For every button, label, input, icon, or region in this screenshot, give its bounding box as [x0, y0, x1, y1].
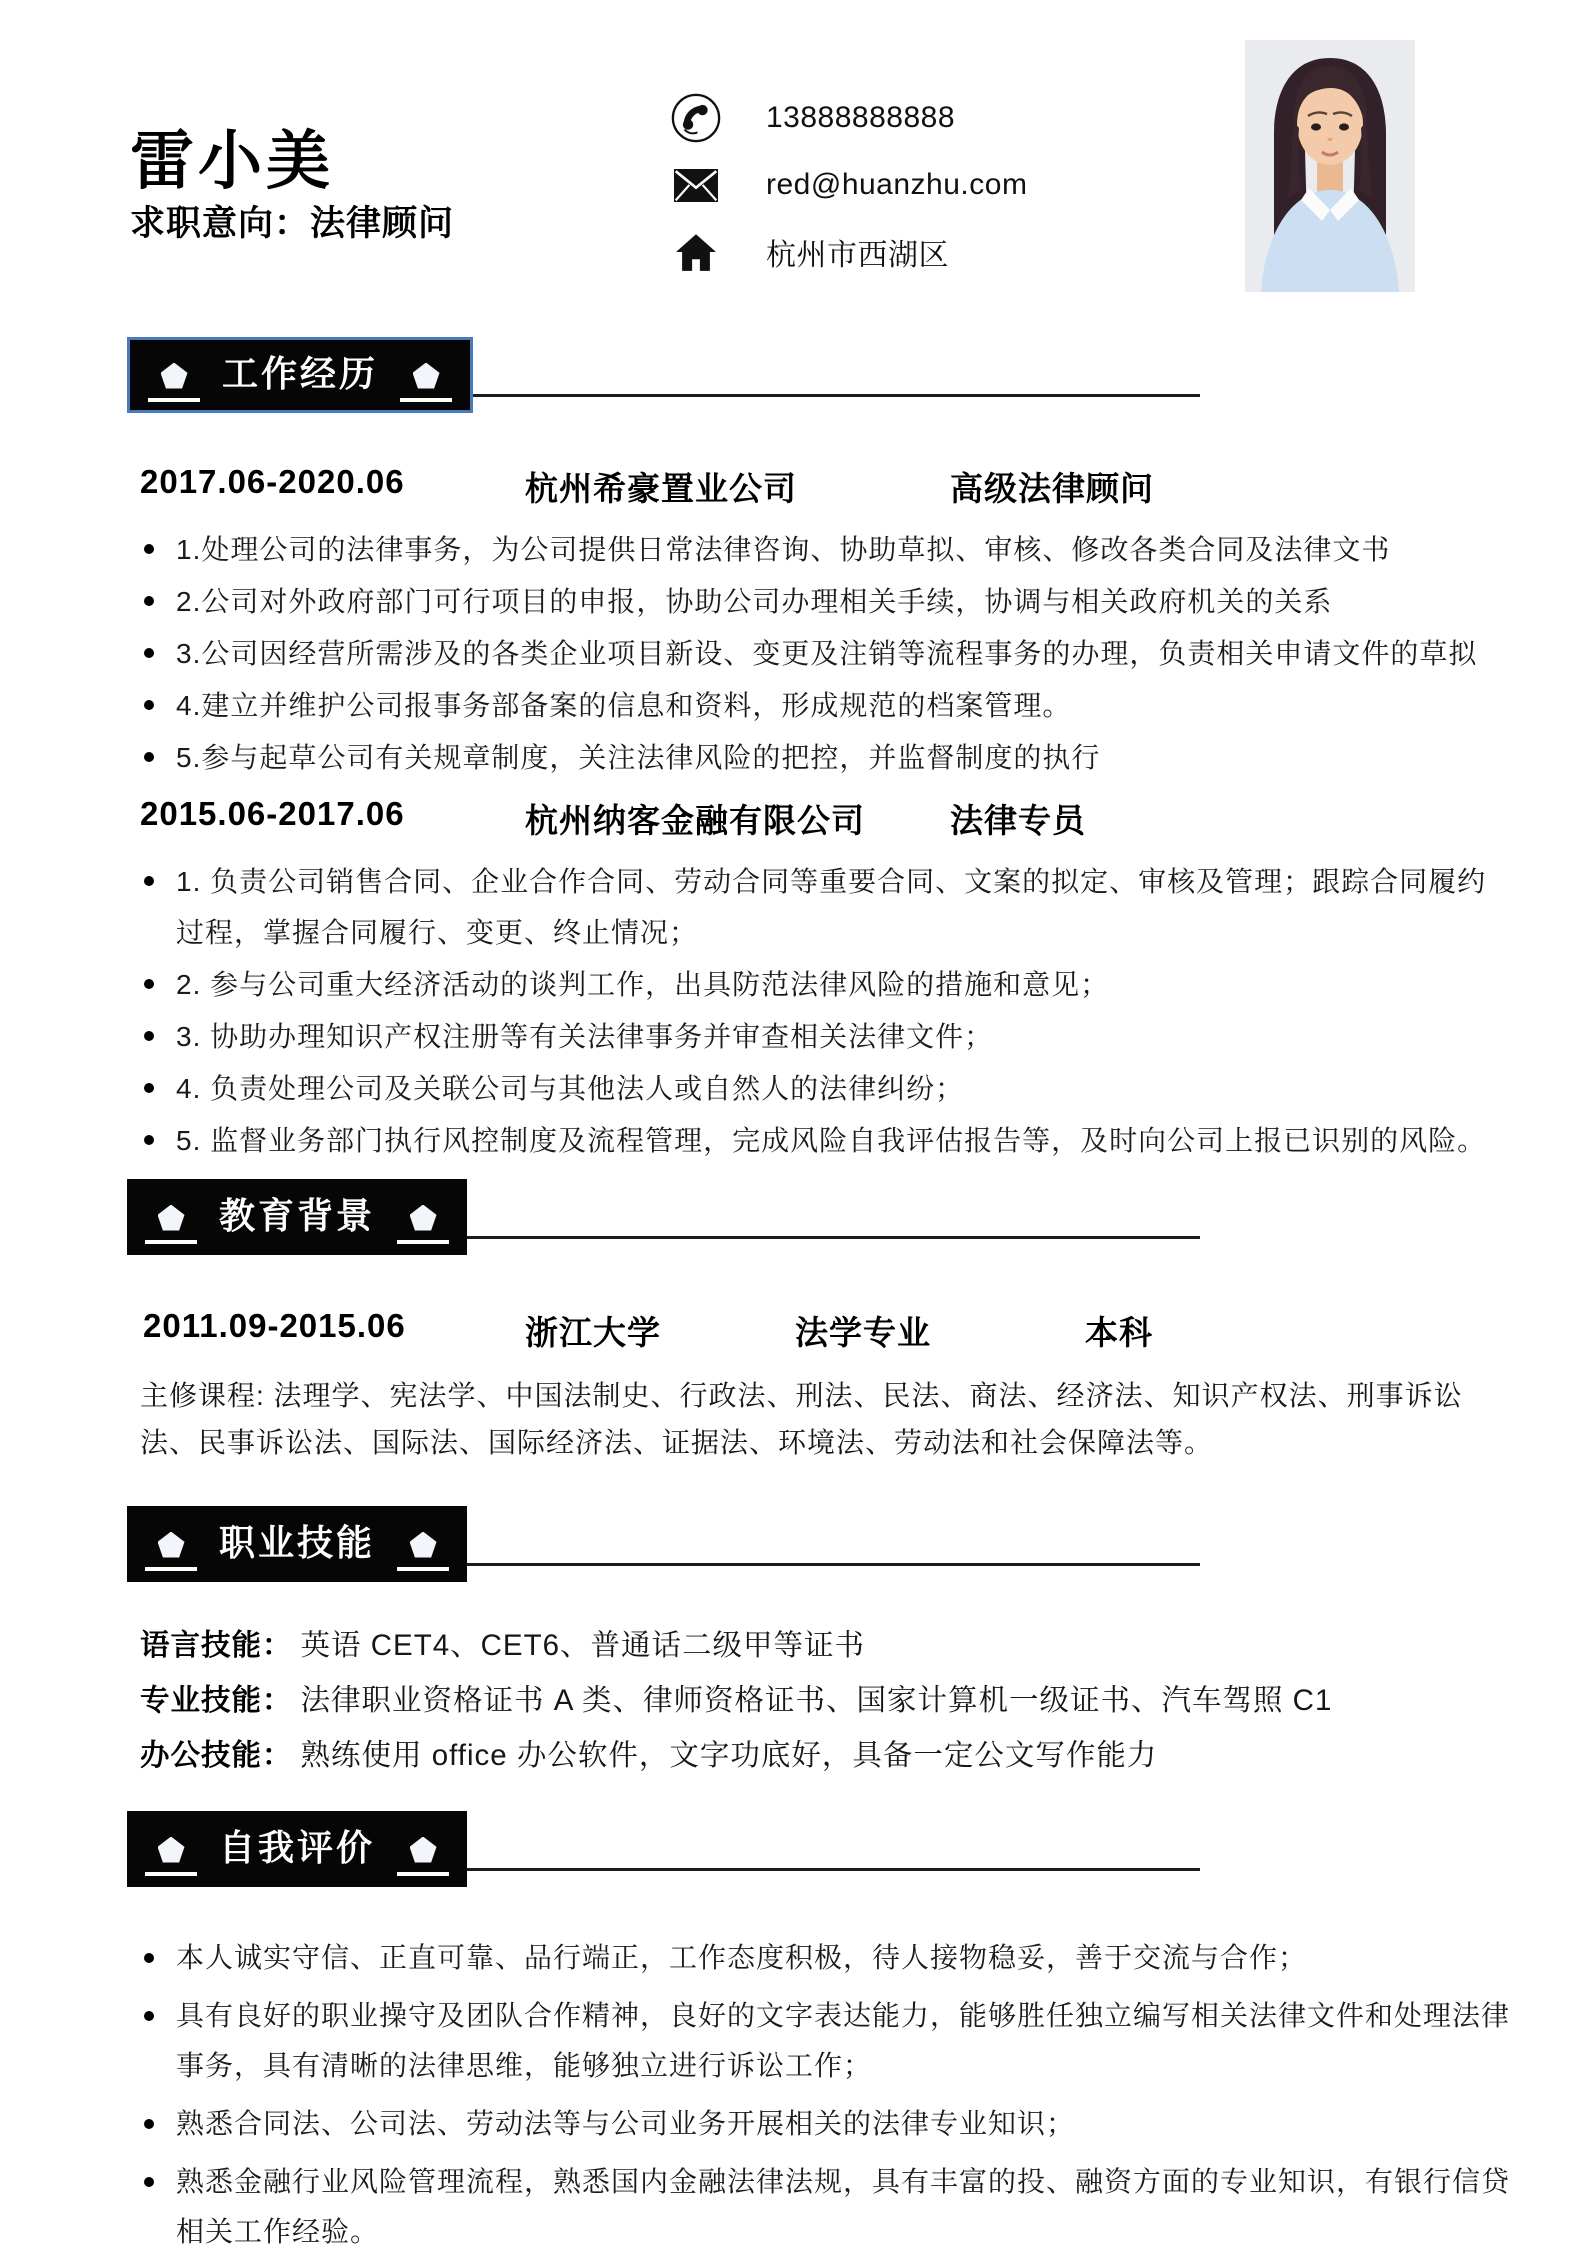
section-header-work: [127, 337, 1200, 413]
bullet-text: 1. 负责公司销售合同、企业合作合同、劳动合同等重要合同、文案的拟定、审核及管理；跟踪合同履约过程，掌握合同履行、变更、终止情况；: [176, 866, 1487, 948]
email-icon: [668, 169, 724, 202]
courses-text: 主修课程: 法理学、宪法学、中国法制史、行政法、刑法、民法、商法、经济法、知识产权法、刑事诉讼法、民事诉讼法、国际法、国际经济法、证据法、环境法、劳动法和社会保障法等。: [140, 1380, 1463, 1458]
skill-label: 专业技能：: [140, 1684, 293, 1717]
pentagon-icon: [400, 363, 452, 402]
list-item: [142, 1933, 1512, 1983]
education-school: 浙江大学: [525, 1314, 661, 1351]
bullet-dot: [144, 2119, 154, 2129]
skill-label: 办公技能：: [140, 1739, 293, 1772]
contact-row-address: [668, 226, 1027, 278]
bullet-dot: [144, 876, 154, 886]
job-objective: 求职意向：法律顾问: [130, 204, 455, 243]
bullet-text: 2.公司对外政府部门可行项目的申报，协助公司办理相关手续，协调与相关政府机关的关系: [176, 586, 1333, 617]
contact-row-email: [668, 159, 1027, 211]
pentagon-icon: [145, 1837, 197, 1876]
skill-row: [140, 1673, 1587, 1728]
list-item: [142, 680, 1512, 731]
list-item: [142, 1115, 1512, 1166]
bullet-text: 本人诚实守信、正直可靠、品行端正，工作态度积极，待人接物稳妥，善于交流与合作；: [176, 1942, 1308, 1973]
bullet-dot: [144, 1953, 154, 1963]
education-banner: [127, 1179, 467, 1255]
skill-text: 法律职业资格证书 A 类、律师资格证书、国家计算机一级证书、汽车驾照 C1: [300, 1684, 1333, 1717]
skill-text: 熟练使用 office 办公软件，文字功底好，具备一定公文写作能力: [300, 1739, 1158, 1772]
bullet-dot: [144, 700, 154, 710]
candidate-name: 雷小美: [130, 125, 334, 197]
list-item: [142, 1063, 1512, 1114]
education-major: 法学专业: [795, 1314, 931, 1351]
bullet-text: 4.建立并维护公司报事务部备案的信息和资料，形成规范的档案管理。: [176, 690, 1072, 721]
bullet-text: 1.处理公司的法律事务，为公司提供日常法律咨询、协助草拟、审核、修改各类合同及法律文书: [176, 534, 1391, 565]
skill-row: [140, 1728, 1587, 1783]
evaluation-banner: [127, 1811, 467, 1887]
list-item: [142, 2157, 1512, 2257]
bullet-dot: [144, 596, 154, 606]
section-title-work: 工作经历: [222, 352, 379, 394]
bullet-text: 3. 协助办理知识产权注册等有关法律事务并审查相关法律文件；: [176, 1021, 994, 1052]
pentagon-icon: [397, 1837, 449, 1876]
section-header-evaluation: [127, 1811, 1200, 1887]
bullet-text: 4. 负责处理公司及关联公司与其他法人或自然人的法律纠纷；: [176, 1073, 965, 1104]
list-item: [142, 959, 1512, 1010]
job-position: 法律专员: [950, 802, 1086, 839]
section-title-education: 教育背景: [219, 1194, 376, 1236]
education-row: [143, 1307, 1587, 1354]
job-position: 高级法律顾问: [950, 470, 1154, 507]
skill-text: 英语 CET4、CET6、普通话二级甲等证书: [300, 1629, 866, 1662]
section-title-evaluation: 自我评价: [219, 1826, 376, 1868]
email-address: red@huanzhu.com: [766, 168, 1028, 201]
list-item: [142, 856, 1512, 958]
section-rule: [467, 1236, 1200, 1239]
pentagon-icon: [145, 1205, 197, 1244]
pentagon-icon: [397, 1532, 449, 1571]
list-item: [142, 576, 1512, 627]
address-text: 杭州市西湖区: [766, 239, 949, 272]
section-header-skills: [127, 1506, 1200, 1582]
list-item: [142, 1991, 1512, 2091]
bullet-text: 2. 参与公司重大经济活动的谈判工作，出具防范法律风险的措施和意见；: [176, 969, 1110, 1000]
contact-block: [668, 92, 1027, 293]
bullet-dot: [144, 2011, 154, 2021]
pentagon-icon: [145, 1532, 197, 1571]
phone-number: 13888888888: [766, 101, 956, 134]
bullet-text: 5. 监督业务部门执行风控制度及流程管理，完成风险自我评估报告等，及时向公司上报已识别的风险。: [176, 1125, 1487, 1156]
job-period: 2017.06-2020.06: [140, 463, 405, 500]
bullet-dot: [144, 1135, 154, 1145]
contact-row-phone: [668, 92, 1027, 144]
bullet-dot: [144, 648, 154, 658]
list-item: [142, 628, 1512, 679]
education-period: 2011.09-2015.06: [143, 1307, 406, 1344]
skill-row: [140, 1618, 1587, 1673]
section-header-education: [127, 1179, 1200, 1255]
profile-photo: [1245, 40, 1415, 292]
skills-banner: [127, 1506, 467, 1582]
list-item: [142, 2099, 1512, 2149]
education-degree: 本科: [1085, 1314, 1153, 1351]
bullet-dot: [144, 1083, 154, 1093]
section-rule: [467, 1868, 1200, 1871]
bullet-dot: [144, 979, 154, 989]
skills-list: [140, 1618, 1587, 1783]
bullet-text: 5.参与起草公司有关规章制度，关注法律风险的把控，并监督制度的执行: [176, 742, 1101, 773]
skill-label: 语言技能：: [140, 1629, 293, 1662]
job-company: 杭州纳客金融有限公司: [525, 802, 865, 839]
section-rule: [473, 394, 1200, 397]
job-company: 杭州希豪置业公司: [525, 470, 797, 507]
phone-icon: [668, 92, 724, 144]
job-header: [140, 795, 1587, 842]
section-title-skills: 职业技能: [219, 1521, 376, 1563]
list-item: [142, 732, 1512, 783]
bullet-text: 具有良好的职业操守及团队合作精神，良好的文字表达能力，能够胜任独立编写相关法律文件和处理法律事务，具有清晰的法律思维，能够独立进行诉讼工作；: [176, 2000, 1511, 2081]
pentagon-icon: [148, 363, 200, 402]
job-bullet-list: [142, 524, 1512, 783]
resume-header: [0, 0, 1587, 322]
bullet-text: 熟悉合同法、公司法、劳动法等与公司业务开展相关的法律专业知识；: [176, 2108, 1076, 2139]
pentagon-icon: [397, 1205, 449, 1244]
home-icon: [668, 232, 724, 272]
job-period: 2015.06-2017.06: [140, 795, 405, 832]
job-header: [140, 463, 1587, 510]
bullet-text: 熟悉金融行业风险管理流程，熟悉国内金融法律法规，具有丰富的投、融资方面的专业知识，有银行信贷相关工作经验。: [176, 2166, 1511, 2247]
evaluation-bullet-list: [142, 1933, 1512, 2257]
section-rule: [467, 1563, 1200, 1566]
list-item: [142, 524, 1512, 575]
bullet-dot: [144, 1031, 154, 1041]
list-item: [142, 1011, 1512, 1062]
bullet-dot: [144, 544, 154, 554]
bullet-text: 3.公司因经营所需涉及的各类企业项目新设、变更及注销等流程事务的办理，负责相关申请文件的草拟: [176, 638, 1478, 669]
bullet-dot: [144, 2177, 154, 2187]
work-banner: [127, 337, 473, 413]
job-bullet-list: [142, 856, 1512, 1166]
bullet-dot: [144, 752, 154, 762]
